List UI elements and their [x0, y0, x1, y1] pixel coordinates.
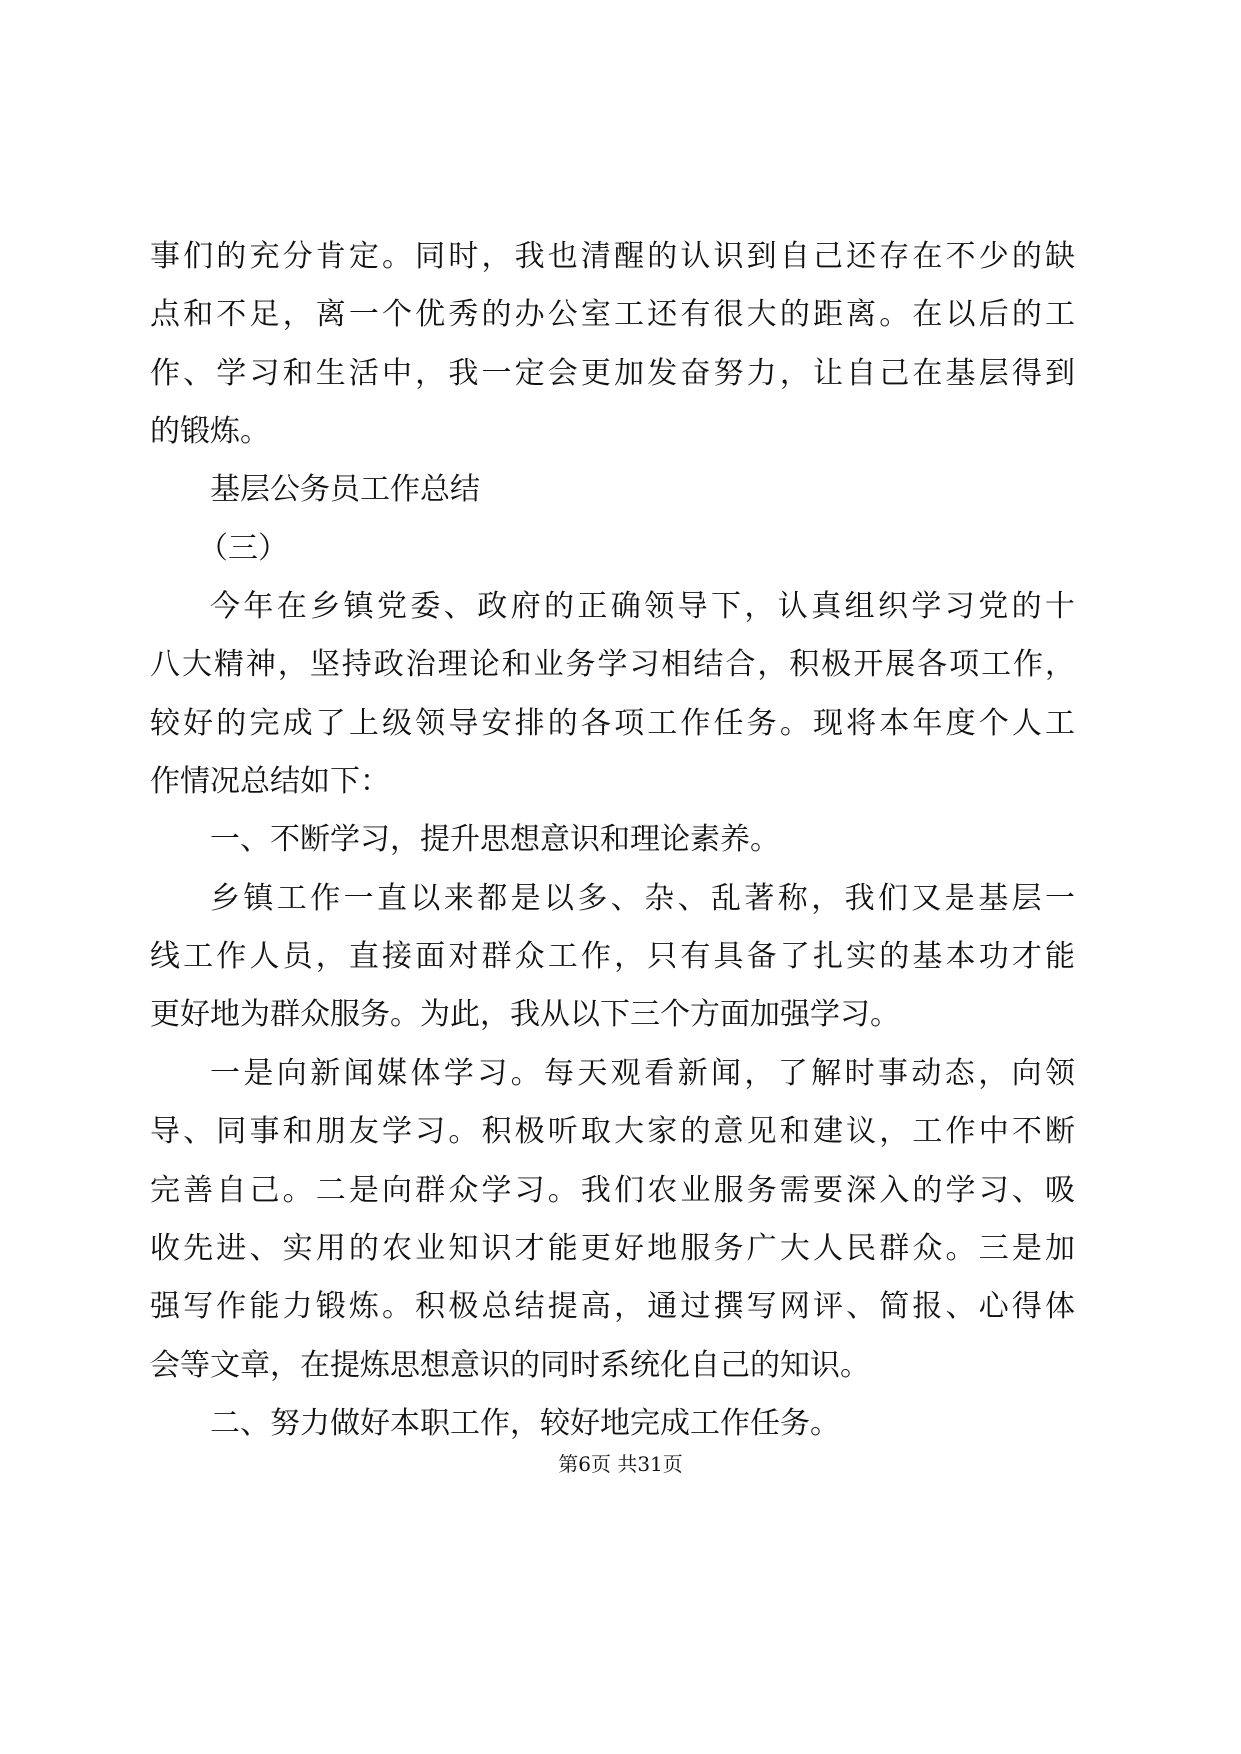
heading-line: 二、努力做好本职工作，较好地完成工作任务。 [210, 1405, 840, 1441]
heading-line: 一、不断学习，提升思想意识和理论素养。 [210, 822, 780, 858]
text-line: 点和不足，离一个优秀的办公室工还有很大的距离。在以后的工 [150, 297, 1075, 333]
text-line: 会等文章，在提炼思想意识的同时系统化自己的知识。 [150, 1347, 870, 1383]
text-line: 今年在乡镇党委、政府的正确领导下，认真组织学习党的十 [210, 589, 1075, 625]
text-line: 更好地为群众服务。为此，我从以下三个方面加强学习。 [150, 997, 900, 1033]
text-line: 完善自己。二是向群众学习。我们农业服务需要深入的学习、吸 [150, 1172, 1075, 1208]
text-line: 收先进、实用的农业知识才能更好地服务广大人民群众。三是加 [150, 1230, 1075, 1266]
text-line: 导、同事和朋友学习。积极听取大家的意见和建议，工作中不断 [150, 1114, 1075, 1150]
text-line: 较好的完成了上级领导安排的各项工作任务。现将本年度个人工 [150, 705, 1075, 741]
section-title: 基层公务员工作总结 [210, 472, 480, 508]
text-line: 作情况总结如下： [150, 764, 390, 800]
text-line: 事们的充分肯定。同时，我也清醒的认识到自己还存在不少的缺 [150, 239, 1075, 274]
text-line: 线工作人员，直接面对群众工作，只有具备了扎实的基本功才能 [150, 939, 1075, 975]
text-line: 作、学习和生活中，我一定会更加发奋努力，让自己在基层得到 [150, 355, 1075, 391]
text-line: 的锻炼。 [150, 414, 270, 450]
section-number: （三） [198, 530, 288, 566]
page-footer: 第6页 共31页 [558, 1452, 683, 1476]
text-line: 强写作能力锻炼。积极总结提高，通过撰写网评、简报、心得体 [150, 1289, 1075, 1325]
text-line: 乡镇工作一直以来都是以多、杂、乱著称，我们又是基层一 [210, 880, 1075, 916]
text-line: 一是向新闻媒体学习。每天观看新闻，了解时事动态，向领 [210, 1055, 1075, 1091]
document-body [150, 228, 1075, 1453]
text-line: 八大精神，坚持政治理论和业务学习相结合，积极开展各项工作， [150, 647, 1075, 683]
